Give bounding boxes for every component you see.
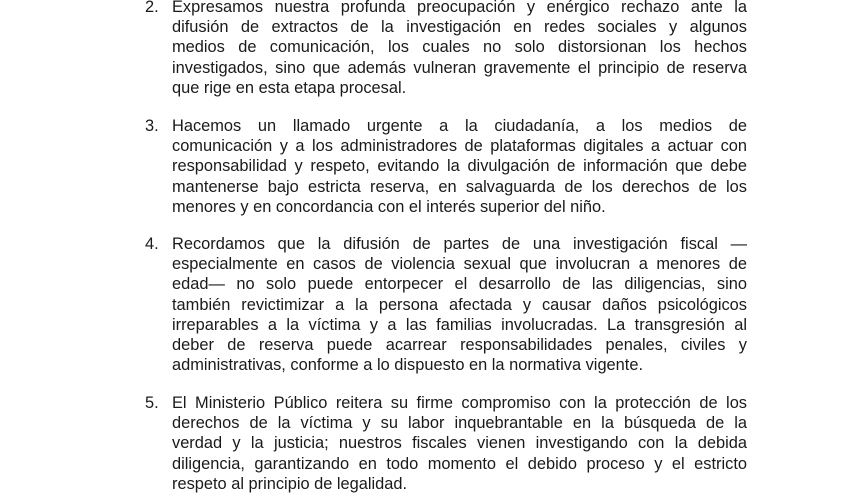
paragraph-line: mantenerse bajo estricta reserva, en salvaguarda de los derechos de los (172, 177, 747, 196)
item-number: 4. (145, 235, 159, 253)
paragraph-line: especialmente en casos de violencia sexual que involucran a menores de (172, 255, 747, 274)
list-item (145, 234, 747, 375)
paragraph-line: deber de reserva puede acarrear responsabilidades penales, civiles y (172, 336, 747, 355)
paragraph-line: medios de comunicación, los cuales no solo distorsionan los hechos (172, 38, 747, 57)
paragraph-line: responsabilidad y respeto, evitando la divulgación de información que debe (172, 157, 747, 176)
list-item (145, 0, 747, 98)
paragraph (172, 234, 747, 375)
list-item (145, 116, 747, 217)
paragraph-line: derechos de la víctima y su labor inquebrantable en la búsqueda de la (172, 414, 747, 433)
paragraph-line: también revictimizar a la persona afectada y causar daños psicológicos (172, 295, 747, 314)
paragraph-line: Hacemos un llamado urgente a la ciudadanía, a los medios de (172, 117, 747, 135)
paragraph-line: diligencia, garantizando en todo momento el debido proceso y el estricto (172, 454, 747, 473)
paragraph-line: administrativas, conforme a lo dispuesto en la normativa vigente. (172, 356, 644, 375)
paragraph-line: edad— no solo puede entorpecer el desarrollo de las diligencias, sino (172, 275, 747, 294)
paragraph-line: Expresamos nuestra profunda preocupación y enérgico rechazo ante la (172, 0, 747, 16)
item-number: 5. (145, 394, 159, 412)
paragraph-line: Recordamos que la difusión de partes de una investigación fiscal — (172, 235, 747, 253)
paragraph-line: investigados, sino que además vulneran gravemente el principio de reserva (172, 58, 747, 77)
paragraph-line: menores y en concordancia con el interés superior del niño. (172, 197, 606, 216)
paragraph-line: que rige en esta etapa procesal. (172, 78, 407, 97)
paragraph-line: difusión de extractos de la investigación en redes sociales y algunos (172, 18, 747, 37)
paragraph-line: El Ministerio Público reitera su firme compromiso con la protección de los (172, 394, 747, 412)
paragraph-line: irreparables a la víctima y a las familias involucradas. La transgresión al (172, 315, 747, 334)
item-number: 2. (145, 0, 159, 16)
paragraph (172, 116, 747, 217)
paragraph-line: respeto al principio de legalidad. (172, 474, 408, 493)
paragraph (172, 393, 747, 494)
paragraph (172, 0, 747, 98)
paragraph-line: comunicación y a los administradores de plataformas digitales a actuar con (172, 137, 747, 156)
list-item (145, 393, 747, 494)
item-number: 3. (145, 117, 159, 135)
paragraph-line: verdad y la justicia; nuestros fiscales vienen investigando con la debida (172, 434, 747, 453)
